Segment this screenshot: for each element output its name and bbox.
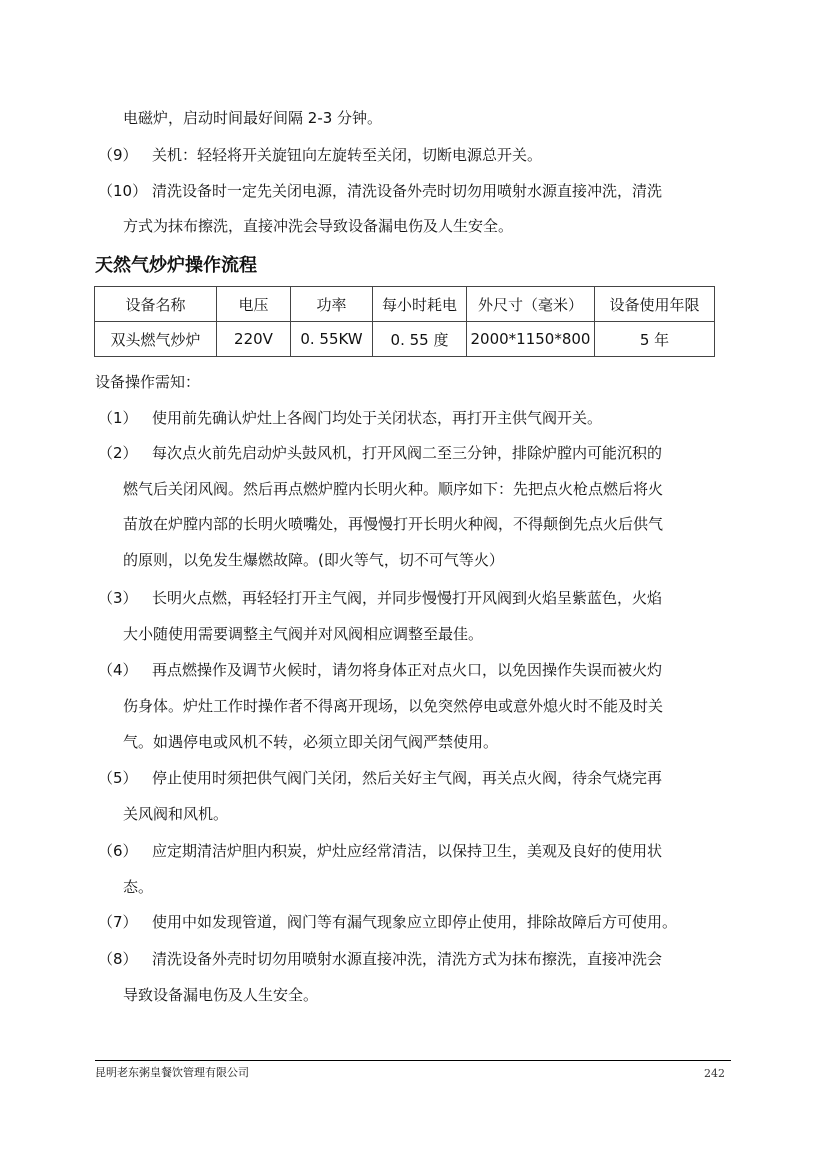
item-8-line-1: 清洗设备外壳时切勿用喷射水源直接冲洗，清洗方式为抹布擦洗，直接冲洗会 [152, 950, 663, 968]
item-5-number: （5） [98, 769, 138, 787]
item-1-line-1: 使用前先确认炉灶上各阀门均处于关闭状态，再打开主供气阀开关。 [152, 409, 603, 427]
item-2-number: （2） [98, 444, 138, 462]
table-cell: 0. 55KW [291, 322, 373, 357]
item-5-line-1: 停止使用时须把供气阀门关闭，然后关好主气阀，再关点火阀，待余气烧完再 [152, 769, 663, 787]
item-6-line-1: 应定期清洁炉胆内积炭，炉灶应经常清洁，以保持卫生，美观及良好的使用状 [152, 842, 663, 860]
section-title: 天然气炒炉操作流程 [95, 255, 257, 276]
table-header-cell: 设备名称 [95, 287, 217, 322]
item-9-text: 关机：轻轻将开关旋钮向左旋转至关闭，切断电源总开关。 [152, 146, 543, 164]
item-6-number: （6） [98, 842, 138, 860]
item-7-number: （7） [98, 913, 138, 931]
item-6-line-2: 态。 [123, 878, 154, 896]
item-3-line-1: 长明火点燃，再轻轻打开主气阀，并同步慢慢打开风阀到火焰呈紫蓝色，火焰 [152, 589, 663, 607]
table-header-cell: 电压 [217, 287, 291, 322]
item-10-number: （10） [98, 182, 148, 200]
table-header-cell: 功率 [291, 287, 373, 322]
intro-continuation-line: 电磁炉，启动时间最好间隔 2-3 分钟。 [123, 109, 383, 127]
item-2-line-1: 每次点火前先启动炉头鼓风机，打开风阀二至三分钟，排除炉膛内可能沉积的 [152, 444, 663, 462]
item-2-line-2: 燃气后关闭风阀。然后再点燃炉膛内长明火种。顺序如下：先把点火枪点燃后将火 [123, 480, 664, 498]
item-2-line-4: 的原则，以免发生爆燃故障。(即火等气，切不可气等火） [123, 551, 504, 569]
item-2-line-3: 苗放在炉膛内部的长明火喷嘴处，再慢慢打开长明火种阀，不得颠倒先点火后供气 [123, 515, 664, 533]
page-number: 242 [704, 1067, 725, 1080]
item-8-number: （8） [98, 950, 138, 968]
table-cell: 2000*1150*800 [467, 322, 595, 357]
table-header-cell: 设备使用年限 [595, 287, 715, 322]
item-3-number: （3） [98, 589, 138, 607]
table-cell: 0. 55 度 [373, 322, 467, 357]
table-header-row [95, 287, 715, 322]
table-header-cell: 每小时耗电 [373, 287, 467, 322]
item-8-line-2: 导致设备漏电伤及人生安全。 [123, 986, 319, 1004]
item-7-line-1: 使用中如发现管道，阀门等有漏气现象应立即停止使用，排除故障后方可使用。 [152, 913, 678, 931]
item-10-line-1: 清洗设备时一定先关闭电源，清洗设备外壳时切勿用喷射水源直接冲洗，清洗 [152, 182, 663, 200]
footer-company-name: 昆明老东粥皇餐饮管理有限公司 [95, 1066, 249, 1079]
table-cell: 220V [217, 322, 291, 357]
notice-title: 设备操作需知： [95, 373, 201, 391]
item-5-line-2: 关风阀和风机。 [123, 805, 229, 823]
item-4-number: （4） [98, 661, 138, 679]
item-3-line-2: 大小随使用需要调整主气阀并对风阀相应调整至最佳。 [123, 625, 484, 643]
table-cell: 5 年 [595, 322, 715, 357]
table-cell: 双头燃气炒炉 [95, 322, 217, 357]
item-10-line-2: 方式为抹布擦洗，直接冲洗会导致设备漏电伤及人生安全。 [123, 217, 514, 235]
table-row [95, 322, 715, 357]
footer-divider [95, 1060, 731, 1061]
item-4-line-3: 气。如遇停电或风机不转，必须立即关闭气阀严禁使用。 [123, 733, 499, 751]
item-1-number: （1） [98, 409, 138, 427]
table-header-cell: 外尺寸（毫米） [467, 287, 595, 322]
item-9-number: （9） [98, 146, 138, 164]
equipment-spec-table [94, 286, 715, 357]
item-4-line-1: 再点燃操作及调节火候时，请勿将身体正对点火口，以免因操作失误而被火灼 [152, 661, 663, 679]
item-4-line-2: 伤身体。炉灶工作时操作者不得离开现场，以免突然停电或意外熄火时不能及时关 [123, 697, 664, 715]
